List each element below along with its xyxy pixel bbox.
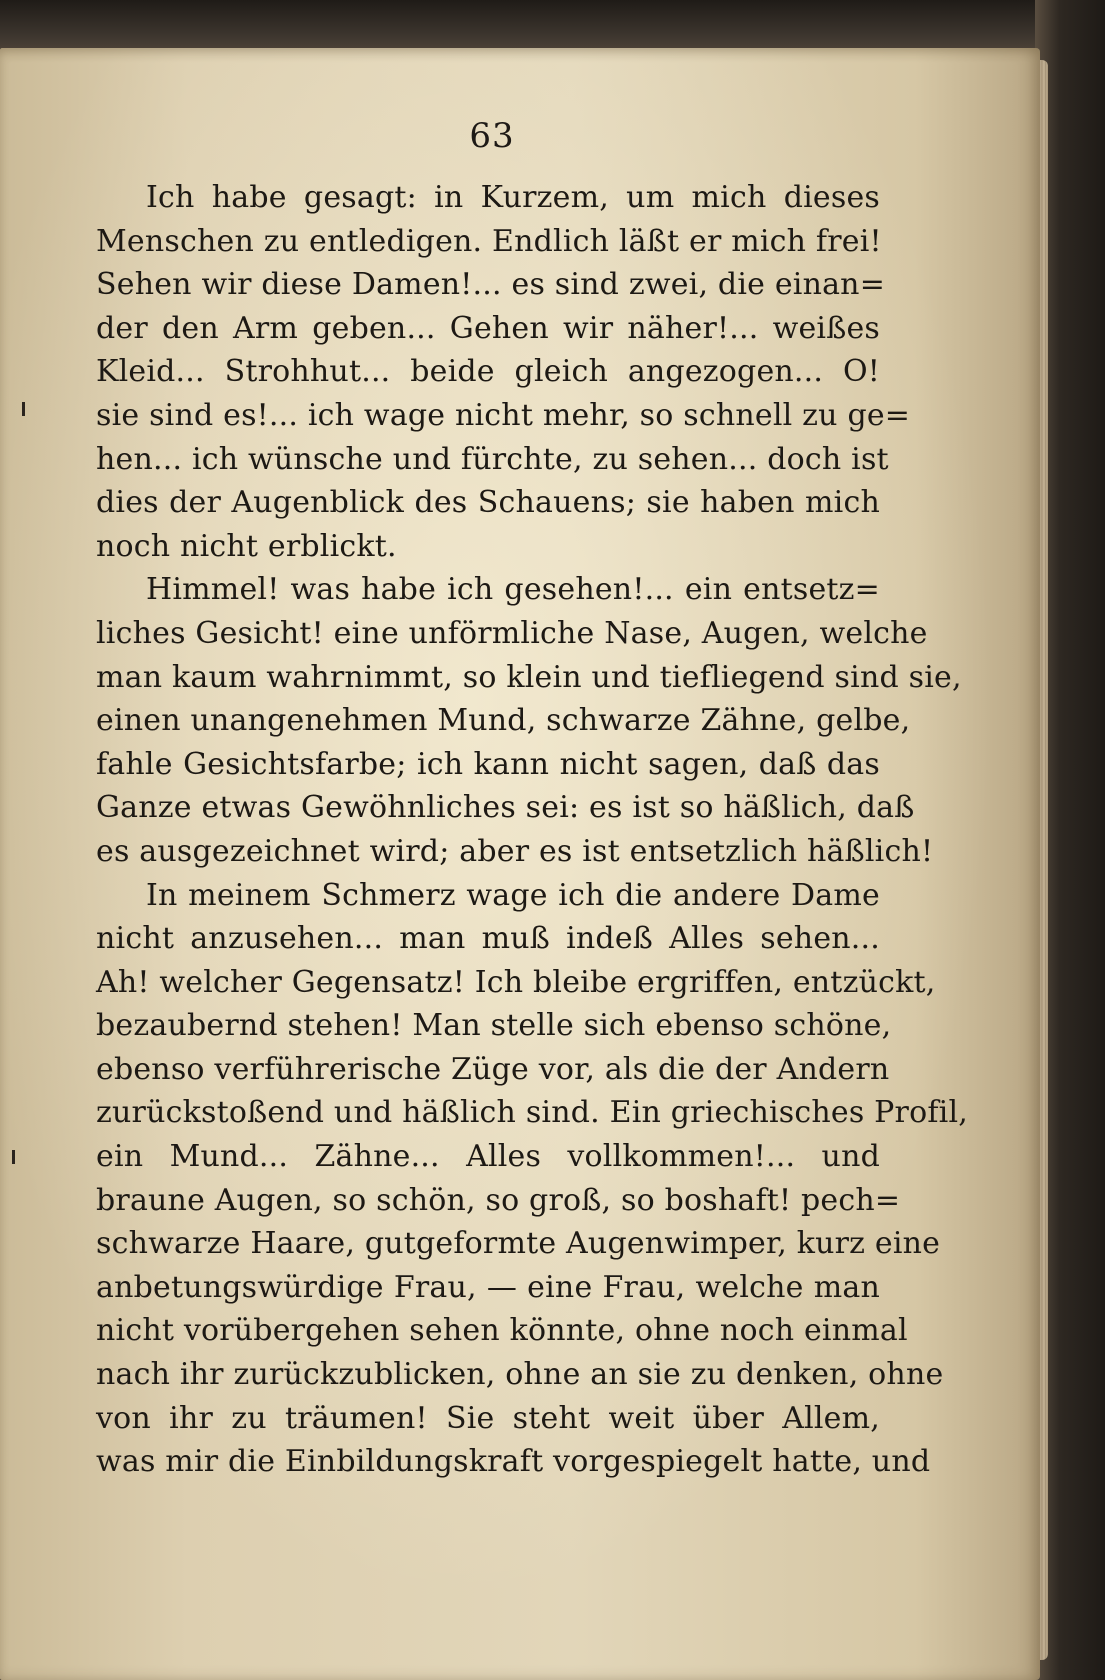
book-cover-top-edge (0, 0, 1105, 48)
text-line: In meinem Schmerz wage ich die andere Dame (146, 877, 880, 913)
page-number: 63 (469, 116, 515, 156)
text-line: einen unangenehmen Mund, schwarze Zähne, gelbe, (96, 703, 911, 739)
text-line: sie sind es!... ich wage nicht mehr, so schnell zu ge= (96, 397, 911, 433)
text-line: hen... ich wünsche und fürchte, zu sehen... doch ist (96, 441, 889, 477)
text-line: fahle Gesichtsfarbe; ich kann nicht sagen, daß das (96, 746, 880, 782)
text-line: ebenso verführerische Züge vor, als die der Andern (96, 1051, 890, 1087)
text-line: der den Arm geben... Gehen wir näher!... weißes (96, 310, 880, 346)
text-line: von ihr zu träumen! Sie steht weit über Allem, (96, 1400, 880, 1436)
text-line: nach ihr zurückzublicken, ohne an sie zu denken, ohne (96, 1357, 944, 1393)
page-text-block (96, 176, 968, 1484)
text-line: Menschen zu entledigen. Endlich läßt er mich frei! (96, 223, 882, 259)
text-line: Ich habe gesagt: in Kurzem, um mich dieses (146, 180, 880, 215)
text-line: braune Augen, so schön, so groß, so boshaft! pech= (96, 1182, 901, 1218)
text-line: anbetungswürdige Frau, — eine Frau, welche man (96, 1269, 880, 1305)
text-line: Ganze etwas Gewöhnliches sei: es ist so häßlich, daß (96, 790, 915, 826)
text-line: was mir die Einbildungskraft vorgespiegelt hatte, und (96, 1444, 931, 1480)
text-line: zurückstoßend und häßlich sind. Ein griechisches Profil, (96, 1095, 968, 1131)
text-line: Ah! welcher Gegensatz! Ich bleibe ergriffen, entzückt, (96, 964, 936, 1000)
text-line: ein Mund... Zähne... Alles vollkommen!... und (96, 1139, 880, 1175)
text-line: Himmel! was habe ich gesehen!... ein entsetz= (146, 572, 880, 608)
text-line: nicht vorübergehen sehen könnte, ohne noch einmal (96, 1313, 908, 1349)
text-line: noch nicht erblickt. (96, 528, 397, 564)
margin-mark (12, 1150, 15, 1164)
text-line: Sehen wir diese Damen!... es sind zwei, die einan= (96, 267, 886, 303)
text-line: bezaubernd stehen! Man stelle sich ebenso schöne, (96, 1008, 892, 1044)
text-line: dies der Augenblick des Schauens; sie haben mich (96, 485, 880, 521)
text-line: liches Gesicht! eine unförmliche Nase, Augen, welche (96, 615, 928, 651)
text-line: Kleid... Strohhut... beide gleich angezogen... O! (96, 354, 880, 390)
margin-mark (22, 402, 25, 416)
text-line: nicht anzusehen... man muß indeß Alles sehen... (96, 921, 880, 957)
book-page (0, 48, 1040, 1680)
text-line: es ausgezeichnet wird; aber es ist entsetzlich häßlich! (96, 833, 934, 869)
text-line: man kaum wahrnimmt, so klein und tiefliegend sind sie, (96, 659, 962, 695)
text-line: schwarze Haare, gutgeformte Augenwimper, kurz eine (96, 1226, 941, 1262)
